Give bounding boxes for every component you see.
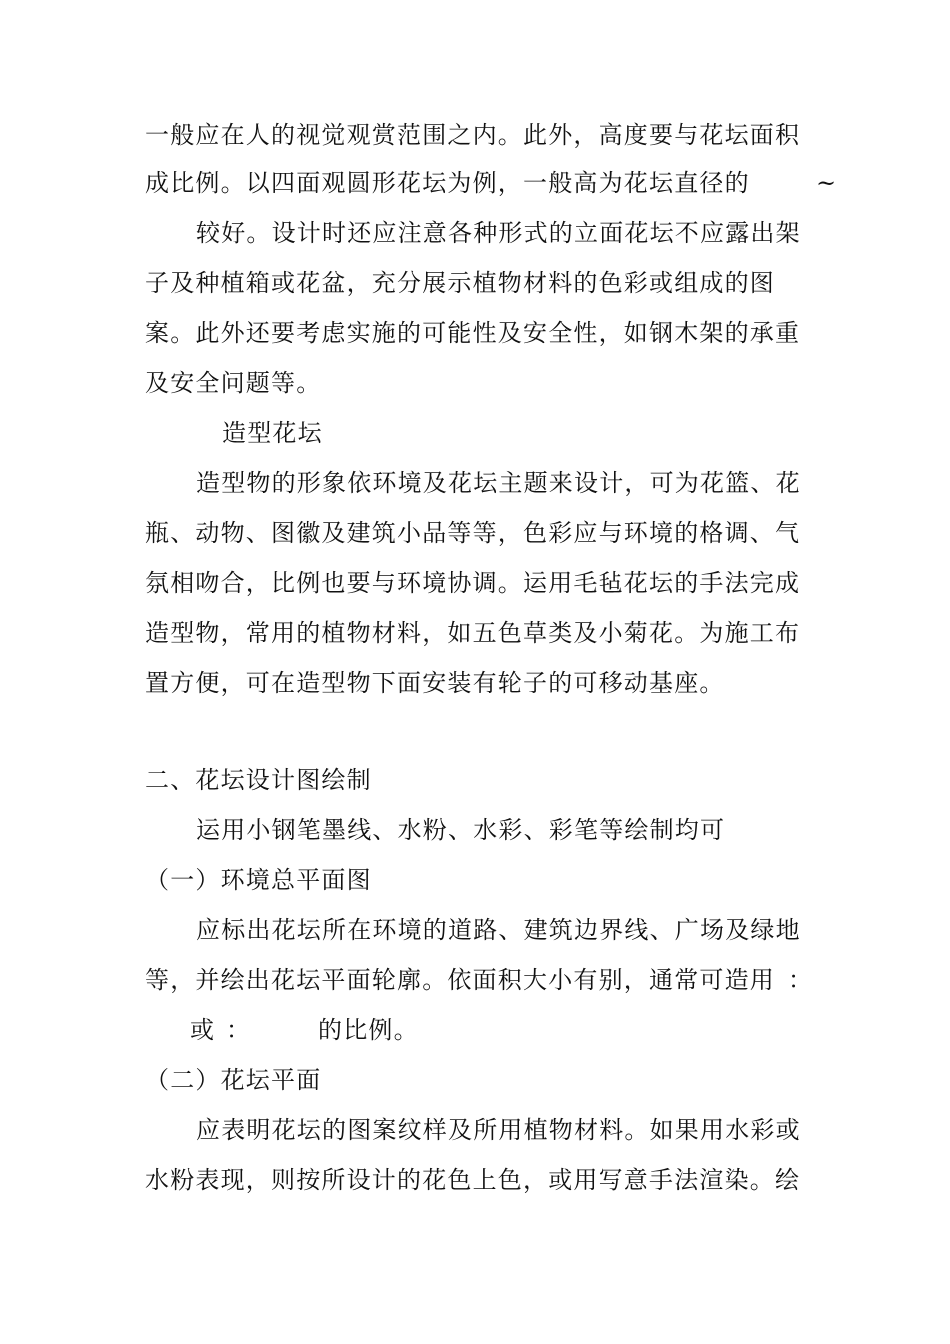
chapter-heading: 二、花坛设计图绘制 xyxy=(145,766,372,794)
paragraph-line: 子及种植箱或花盆，充分展示植物材料的色彩或组成的图 xyxy=(145,269,775,297)
paragraph-line: 水粉表现，则按所设计的花色上色，或用写意手法渲染。绘 xyxy=(145,1166,801,1194)
section-heading: 造型花坛 xyxy=(222,419,323,447)
paragraph-line: 应表明花坛的图案纹样及所用植物材料。如果用水彩或 xyxy=(196,1116,801,1144)
subsection-heading: （二）花坛平面 xyxy=(145,1066,322,1094)
scale-colon: ： xyxy=(788,966,812,994)
subsection-heading: （一）环境总平面图 xyxy=(145,866,372,894)
paragraph-line: 置方便，可在造型物下面安装有轮子的可移动基座。 xyxy=(145,669,725,697)
paragraph-line: 及安全问题等。 xyxy=(145,369,322,397)
paragraph-line: 造型物，常用的植物材料，如五色草类及小菊花。为施工布 xyxy=(145,619,801,647)
paragraph-line: 应标出花坛所在环境的道路、建筑边界线、广场及绿地 xyxy=(196,916,801,944)
paragraph-line: 成比例。以四面观圆形花坛为例，一般高为花坛直径的 xyxy=(145,169,750,197)
paragraph-line: 瓶、动物、图徽及建筑小品等等，色彩应与环境的格调、气 xyxy=(145,519,801,547)
scale-or: 或 xyxy=(190,1016,214,1044)
scale-colon: ： xyxy=(226,1016,250,1044)
paragraph-line: 造型物的形象依环境及花坛主题来设计，可为花篮、花 xyxy=(196,469,801,497)
paragraph-line: 等，并绘出花坛平面轮廓。依面积大小有别，通常可造用 xyxy=(145,966,775,994)
paragraph-line: 的比例。 xyxy=(318,1016,419,1044)
paragraph-line: 较好。设计时还应注意各种形式的立面花坛不应露出架 xyxy=(196,219,801,247)
paragraph-line: 案。此外还要考虑实施的可能性及安全性，如钢木架的承重 xyxy=(145,319,801,347)
paragraph-line: 氛相吻合，比例也要与环境协调。运用毛毡花坛的手法完成 xyxy=(145,569,801,597)
range-tilde: ~ xyxy=(816,169,837,197)
paragraph-line: 一般应在人的视觉观赏范围之内。此外，高度要与花坛面积 xyxy=(145,121,801,149)
paragraph-line: 运用小钢笔墨线、水粉、水彩、彩笔等绘制均可 xyxy=(196,816,726,844)
